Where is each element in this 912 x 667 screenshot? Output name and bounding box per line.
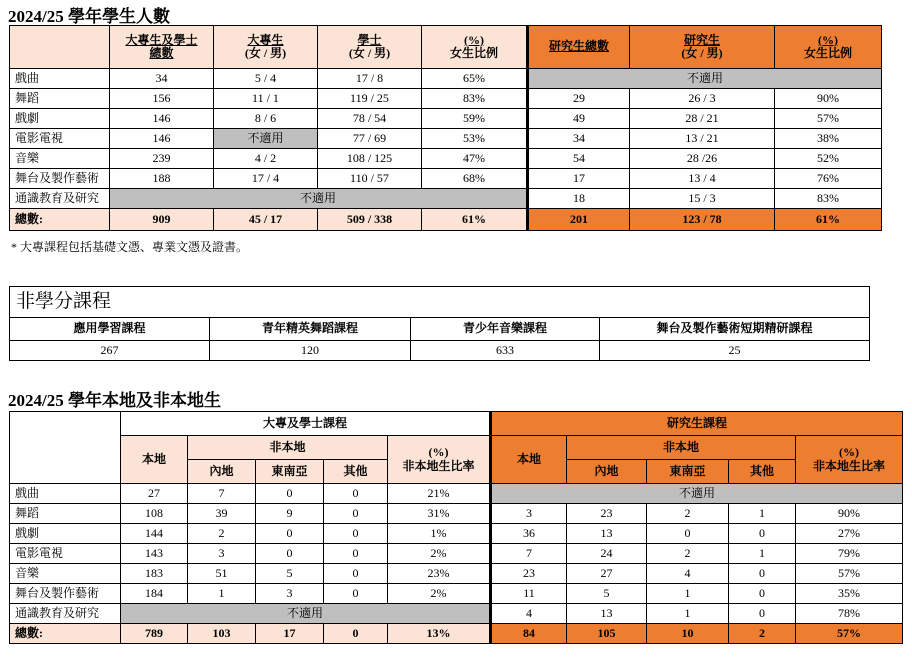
header-local: 本地 <box>121 436 188 484</box>
non-credit-value: 25 <box>600 341 870 361</box>
cell-sea: 0 <box>256 484 324 504</box>
table-row <box>10 149 882 169</box>
cell-local: 144 <box>121 524 188 544</box>
cell-sea: 0 <box>256 544 324 564</box>
cell-total: 146 <box>110 109 214 129</box>
cell-pg-sea: 0 <box>647 524 729 544</box>
header-subdegree: 大專生 (女 / 男) <box>214 26 318 69</box>
cell-sea: 17 <box>256 624 324 644</box>
header-pg-nonlocal-ratio: (%) 非本地生比率 <box>796 436 903 484</box>
cell-female-ratio: 65% <box>422 69 528 89</box>
cell-pg: 28 /26 <box>630 149 775 169</box>
cell-ratio: 13% <box>388 624 491 644</box>
header-pg-total: 研究生總數 <box>528 26 630 69</box>
cell-pg-ratio: 79% <box>796 544 903 564</box>
cell-not-applicable: 不適用 <box>214 129 318 149</box>
cell-pg-local: 11 <box>491 584 567 604</box>
cell-pg-local: 84 <box>491 624 567 644</box>
cell-pg-others: 2 <box>729 624 796 644</box>
cell-pg-local: 3 <box>491 504 567 524</box>
cell-total: 34 <box>110 69 214 89</box>
cell-subdegree: 8 / 6 <box>214 109 318 129</box>
cell-ratio: 2% <box>388 584 491 604</box>
cell-pg-ratio: 78% <box>796 604 903 624</box>
header-others: 其他 <box>324 460 388 484</box>
cell-pg-others: 0 <box>729 524 796 544</box>
cell-female-ratio: 47% <box>422 149 528 169</box>
cell-pg-sea: 10 <box>647 624 729 644</box>
header-pg-female-ratio: (%) 女生比例 <box>775 26 882 69</box>
table-row <box>10 504 903 524</box>
cell-pg-mainland: 23 <box>567 504 647 524</box>
non-credit-value: 267 <box>10 341 210 361</box>
header-degree: 學士 (女 / 男) <box>318 26 422 69</box>
cell-pg-ratio: 52% <box>775 149 882 169</box>
cell-pg: 28 / 21 <box>630 109 775 129</box>
cell-local: 143 <box>121 544 188 564</box>
header-nonlocal-ratio: (%) 非本地生比率 <box>388 436 491 484</box>
cell-pg-others: 0 <box>729 584 796 604</box>
header-pg-local: 本地 <box>491 436 567 484</box>
cell-pg-total: 201 <box>528 209 630 231</box>
cell-subdegree: 45 / 17 <box>214 209 318 231</box>
cell-pg: 13 / 4 <box>630 169 775 189</box>
cell-pg-others: 1 <box>729 504 796 524</box>
cell-sea: 3 <box>256 584 324 604</box>
header-row <box>10 26 882 69</box>
table-row <box>10 584 903 604</box>
header-pg-mainland: 內地 <box>567 460 647 484</box>
footnote: * 大專課程包括基礎文憑、專業文憑及證書。 <box>11 240 249 254</box>
header-pg-others: 其他 <box>729 460 796 484</box>
cell-mainland: 39 <box>188 504 256 524</box>
cell-not-applicable: 不適用 <box>121 604 491 624</box>
cell-pg-local: 7 <box>491 544 567 564</box>
cell-pg-others: 0 <box>729 604 796 624</box>
cell-mainland: 1 <box>188 584 256 604</box>
cell-mainland: 3 <box>188 544 256 564</box>
cell-not-applicable: 不適用 <box>491 484 903 504</box>
table-row <box>10 544 903 564</box>
school-name: 通識教育及研究 <box>10 604 121 624</box>
cell-subdegree: 11 / 1 <box>214 89 318 109</box>
cell-pg-mainland: 13 <box>567 524 647 544</box>
cell-pg-total: 18 <box>528 189 630 209</box>
cell-pg: 13 / 21 <box>630 129 775 149</box>
cell-female-ratio: 53% <box>422 129 528 149</box>
header-pg-nonlocal: 非本地 <box>567 436 796 460</box>
cell-pg-ratio: 83% <box>775 189 882 209</box>
total-label: 總數: <box>10 209 110 231</box>
school-name: 舞蹈 <box>10 89 110 109</box>
school-name: 音樂 <box>10 564 121 584</box>
table-row <box>10 169 882 189</box>
school-name: 戲曲 <box>10 484 121 504</box>
header-sea: 東南亞 <box>256 460 324 484</box>
cell-ratio: 23% <box>388 564 491 584</box>
table-row <box>10 69 882 89</box>
cell-pg-mainland: 105 <box>567 624 647 644</box>
non-credit-value: 120 <box>210 341 411 361</box>
cell-pg-mainland: 5 <box>567 584 647 604</box>
header-pg: 研究生 (女 / 男) <box>630 26 775 69</box>
cell-mainland: 7 <box>188 484 256 504</box>
cell-subdegree: 5 / 4 <box>214 69 318 89</box>
cell-local: 27 <box>121 484 188 504</box>
table-row <box>10 89 882 109</box>
cell-pg-total: 29 <box>528 89 630 109</box>
school-name: 舞台及製作藝術 <box>10 169 110 189</box>
table-row <box>10 484 903 504</box>
cell-pg: 15 / 3 <box>630 189 775 209</box>
cell-pg-ratio: 27% <box>796 524 903 544</box>
cell-subdegree: 17 / 4 <box>214 169 318 189</box>
section3-title: 2024/25 學年本地及非本地生 <box>8 391 221 410</box>
school-name: 舞蹈 <box>10 504 121 524</box>
cell-pg-sea: 2 <box>647 544 729 564</box>
cell-pg-ratio: 76% <box>775 169 882 189</box>
cell-ratio: 21% <box>388 484 491 504</box>
non-credit-header: 青年精英舞蹈課程 <box>210 318 411 341</box>
cell-pg-mainland: 13 <box>567 604 647 624</box>
cell-ratio: 1% <box>388 524 491 544</box>
non-credit-title: 非學分課程 <box>10 287 870 318</box>
cell-others: 0 <box>324 564 388 584</box>
cell-sea: 0 <box>256 524 324 544</box>
cell-pg-mainland: 24 <box>567 544 647 564</box>
cell-pg-ratio: 57% <box>796 564 903 584</box>
cell-degree: 119 / 25 <box>318 89 422 109</box>
cell-pg-ratio: 35% <box>796 584 903 604</box>
cell-pg-sea: 1 <box>647 604 729 624</box>
non-credit-header: 應用學習課程 <box>10 318 210 341</box>
school-name: 戲劇 <box>10 524 121 544</box>
cell-female-ratio: 61% <box>422 209 528 231</box>
school-name: 通識教育及研究 <box>10 189 110 209</box>
cell-pg-others: 0 <box>729 564 796 584</box>
school-name: 音樂 <box>10 149 110 169</box>
table-row <box>10 524 903 544</box>
cell-others: 0 <box>324 524 388 544</box>
cell-total: 156 <box>110 89 214 109</box>
cell-pg-ratio: 57% <box>775 109 882 129</box>
cell-mainland: 51 <box>188 564 256 584</box>
cell-pg-ratio: 38% <box>775 129 882 149</box>
cell-degree: 108 / 125 <box>318 149 422 169</box>
cell-others: 0 <box>324 484 388 504</box>
cell-degree: 78 / 54 <box>318 109 422 129</box>
cell-local: 789 <box>121 624 188 644</box>
total-label: 總數: <box>10 624 121 644</box>
cell-female-ratio: 68% <box>422 169 528 189</box>
table-row <box>10 189 882 209</box>
cell-degree: 77 / 69 <box>318 129 422 149</box>
cell-pg-total: 49 <box>528 109 630 129</box>
cell-not-applicable: 不適用 <box>528 69 882 89</box>
cell-total: 188 <box>110 169 214 189</box>
non-credit-value: 633 <box>411 341 600 361</box>
cell-sea: 5 <box>256 564 324 584</box>
cell-pg-total: 17 <box>528 169 630 189</box>
cell-pg-others: 1 <box>729 544 796 564</box>
non-credit-header: 舞台及製作藝術短期精研課程 <box>600 318 870 341</box>
header-school-blank <box>10 412 121 484</box>
student-numbers-table <box>9 25 882 231</box>
cell-local: 184 <box>121 584 188 604</box>
school-name: 舞台及製作藝術 <box>10 584 121 604</box>
cell-total: 909 <box>110 209 214 231</box>
cell-ratio: 31% <box>388 504 491 524</box>
total-row <box>10 624 903 644</box>
cell-subdegree: 4 / 2 <box>214 149 318 169</box>
cell-pg-ratio: 90% <box>775 89 882 109</box>
header-school-blank <box>10 26 110 69</box>
cell-total: 146 <box>110 129 214 149</box>
cell-pg-sea: 1 <box>647 584 729 604</box>
cell-ratio: 2% <box>388 544 491 564</box>
school-name: 電影電視 <box>10 129 110 149</box>
cell-pg-ratio: 57% <box>796 624 903 644</box>
cell-pg-mainland: 27 <box>567 564 647 584</box>
cell-local: 183 <box>121 564 188 584</box>
header-subdegree-total: 大專生及學士 總數 <box>110 26 214 69</box>
group-pg-header: 研究生課程 <box>491 412 903 436</box>
table-row <box>10 604 903 624</box>
section1-title: 2024/25 學年學生人數 <box>8 7 170 26</box>
cell-others: 0 <box>324 584 388 604</box>
cell-pg-sea: 2 <box>647 504 729 524</box>
school-name: 戲劇 <box>10 109 110 129</box>
header-mainland: 內地 <box>188 460 256 484</box>
cell-female-ratio: 59% <box>422 109 528 129</box>
table-row <box>10 564 903 584</box>
cell-others: 0 <box>324 504 388 524</box>
school-name: 戲曲 <box>10 69 110 89</box>
total-row <box>10 209 882 231</box>
cell-female-ratio: 83% <box>422 89 528 109</box>
cell-mainland: 2 <box>188 524 256 544</box>
cell-not-applicable: 不適用 <box>110 189 528 209</box>
cell-others: 0 <box>324 544 388 564</box>
non-credit-header: 青少年音樂課程 <box>411 318 600 341</box>
header-pg-sea: 東南亞 <box>647 460 729 484</box>
cell-pg-local: 23 <box>491 564 567 584</box>
cell-pg-sea: 4 <box>647 564 729 584</box>
group-ug-header: 大專及學士課程 <box>121 412 491 436</box>
cell-mainland: 103 <box>188 624 256 644</box>
cell-sea: 9 <box>256 504 324 524</box>
school-name: 電影電視 <box>10 544 121 564</box>
cell-local: 108 <box>121 504 188 524</box>
cell-pg-total: 54 <box>528 149 630 169</box>
table-row <box>10 129 882 149</box>
cell-pg-ratio: 90% <box>796 504 903 524</box>
cell-pg: 26 / 3 <box>630 89 775 109</box>
cell-degree: 509 / 338 <box>318 209 422 231</box>
non-credit-table <box>9 286 870 361</box>
cell-degree: 17 / 8 <box>318 69 422 89</box>
table-row <box>10 109 882 129</box>
header-nonlocal: 非本地 <box>188 436 388 460</box>
local-nonlocal-table <box>9 411 903 644</box>
cell-pg: 123 / 78 <box>630 209 775 231</box>
cell-degree: 110 / 57 <box>318 169 422 189</box>
cell-pg-total: 34 <box>528 129 630 149</box>
cell-others: 0 <box>324 624 388 644</box>
cell-pg-ratio: 61% <box>775 209 882 231</box>
cell-pg-local: 4 <box>491 604 567 624</box>
header-female-ratio: (%) 女生比例 <box>422 26 528 69</box>
cell-total: 239 <box>110 149 214 169</box>
cell-pg-local: 36 <box>491 524 567 544</box>
